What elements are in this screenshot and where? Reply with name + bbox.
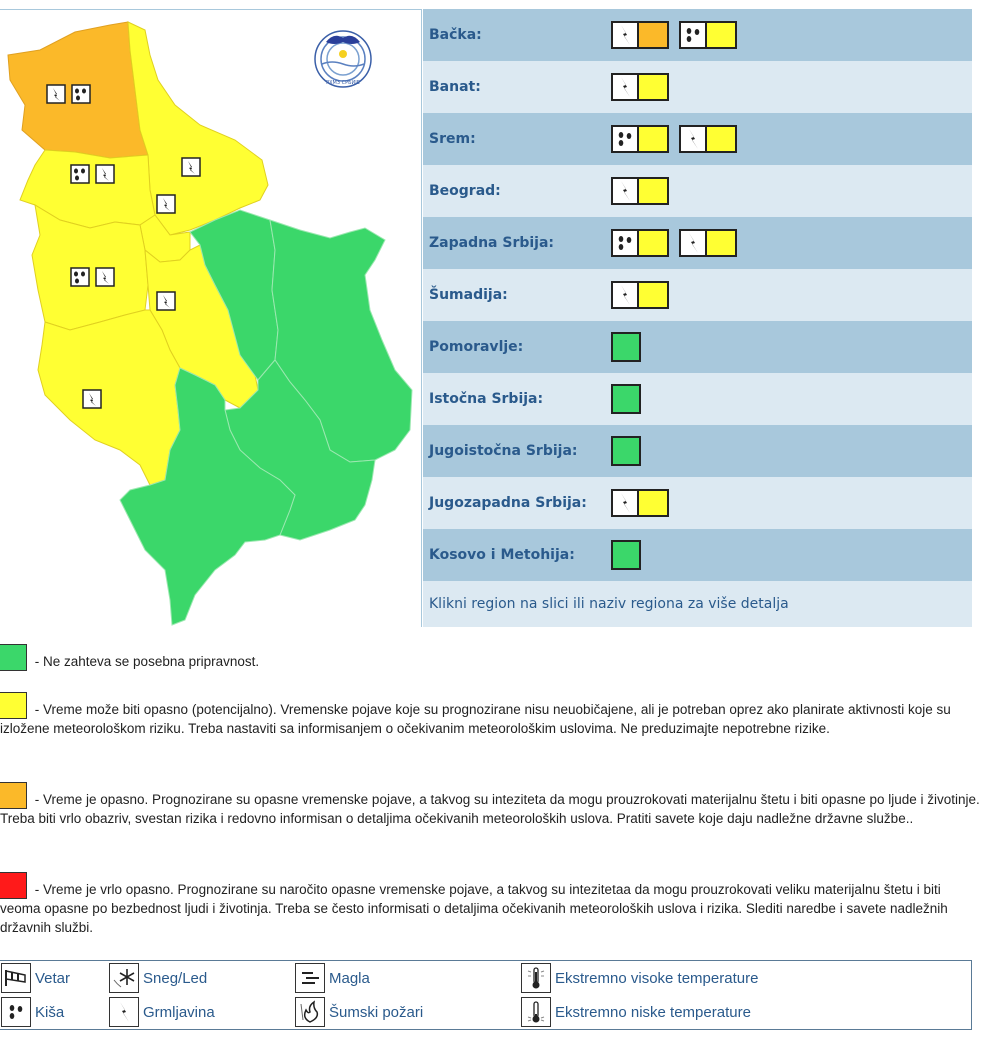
region-row-zapadna-srbija[interactable] bbox=[423, 217, 972, 269]
low-temperature-icon bbox=[521, 997, 551, 1027]
region-row-sumadija[interactable] bbox=[423, 269, 972, 321]
region-name[interactable]: Beograd: bbox=[429, 183, 501, 199]
legend-high-temperature bbox=[521, 963, 758, 993]
map-svg bbox=[0, 10, 420, 628]
region-list bbox=[423, 9, 972, 627]
map-marker-zapadna-lightning bbox=[96, 268, 114, 286]
legend-snow-ice bbox=[109, 963, 207, 993]
forest-fire-icon bbox=[295, 997, 325, 1027]
rhmz-logo bbox=[312, 28, 374, 90]
rain-icon bbox=[611, 125, 639, 153]
legend-label: Vetar bbox=[35, 969, 71, 987]
warning-level-yellow bbox=[707, 21, 737, 49]
map-marker-jugozapadna-lightning bbox=[83, 390, 101, 408]
legend-label: Ekstremno niske temperature bbox=[555, 1003, 751, 1021]
region-row-istocna-srbija[interactable] bbox=[423, 373, 972, 425]
level-green bbox=[0, 644, 259, 671]
region-row-srem[interactable] bbox=[423, 113, 972, 165]
warning-badge bbox=[611, 489, 669, 517]
wind-icon bbox=[1, 963, 31, 993]
region-name[interactable]: Srem: bbox=[429, 131, 476, 147]
warning-level-yellow bbox=[639, 73, 669, 101]
warning-badge bbox=[611, 73, 669, 101]
lightning-icon bbox=[611, 281, 639, 309]
warning-level-yellow bbox=[639, 229, 669, 257]
phenomenon-icon-legend bbox=[0, 960, 972, 1030]
region-row-backa[interactable] bbox=[423, 9, 972, 61]
region-row-jugozapadna-srbija[interactable] bbox=[423, 477, 972, 529]
warning-level-yellow bbox=[639, 281, 669, 309]
warning-level-yellow bbox=[707, 229, 737, 257]
click-hint: Klikni region na slici ili naziv regiona za više detalja bbox=[423, 581, 972, 627]
level-text: - Vreme može biti opasno (potencijalno). Vremenske pojave koje su prognozirane nisu neuobičajene, ali je potreban oprez ako planirate aktivnosti koje su izložene meteorološkom riziku. Treba nastaviti sa informisanjem o očekivanim meteorološkim uslovima. Ne preduzimajte nepotrebne rizike. bbox=[0, 702, 951, 736]
level-orange bbox=[0, 782, 980, 828]
rain-icon bbox=[611, 229, 639, 257]
legend-label: Grmljavina bbox=[143, 1003, 215, 1021]
region-row-banat[interactable] bbox=[423, 61, 972, 113]
legend-label: Šumski požari bbox=[329, 1003, 424, 1021]
lightning-icon bbox=[109, 997, 139, 1027]
warning-level-yellow bbox=[707, 125, 737, 153]
region-name[interactable]: Kosovo i Metohija: bbox=[429, 547, 575, 563]
region-row-beograd[interactable] bbox=[423, 165, 972, 217]
red-swatch bbox=[0, 872, 27, 899]
lightning-icon bbox=[611, 21, 639, 49]
warning-level-yellow bbox=[639, 177, 669, 205]
legend-forest-fire bbox=[295, 997, 423, 1027]
map-marker-zapadna-rain bbox=[71, 268, 89, 286]
region-name[interactable]: Istočna Srbija: bbox=[429, 391, 544, 407]
region-name[interactable]: Šumadija: bbox=[429, 287, 508, 303]
legend-label: Kiša bbox=[35, 1003, 65, 1021]
level-text: - Ne zahteva se posebna pripravnost. bbox=[31, 654, 260, 669]
region-name[interactable]: Pomoravlje: bbox=[429, 339, 524, 355]
map-region-jugozapadna-srbija[interactable] bbox=[38, 310, 180, 485]
legend-label: Sneg/Led bbox=[143, 969, 208, 987]
level-text: - Vreme je opasno. Prognozirane su opasne vremenske pojave, a takvog su inteziteta da mogu prouzrokovati materijalnu štetu i biti opasne po ljude i životinje. Treba biti vrlo obazriv, svestan rizika i redovno informisan o detaljima očekivanih meteoroloških uslova. Pratiti savete koje daju nadležne državne službe.. bbox=[0, 792, 980, 826]
warning-level-green bbox=[611, 540, 641, 570]
region-row-jugoistocna-srbija[interactable] bbox=[423, 425, 972, 477]
region-name[interactable]: Bačka: bbox=[429, 27, 482, 43]
lightning-icon bbox=[611, 73, 639, 101]
warning-badge bbox=[611, 281, 669, 309]
lightning-icon bbox=[611, 489, 639, 517]
map-marker-backa-lightning bbox=[47, 85, 65, 103]
warning-level-green bbox=[611, 384, 641, 414]
warning-badge bbox=[679, 125, 737, 153]
warning-level-green bbox=[611, 332, 641, 362]
snow-ice-icon bbox=[109, 963, 139, 993]
map-marker-srem-rain bbox=[71, 165, 89, 183]
yellow-swatch bbox=[0, 692, 27, 719]
serbia-warning-map bbox=[0, 9, 422, 627]
rain-icon bbox=[1, 997, 31, 1027]
warning-badge bbox=[611, 125, 669, 153]
map-marker-banat-lightning bbox=[182, 158, 200, 176]
lightning-icon bbox=[611, 177, 639, 205]
map-marker-beograd-lightning bbox=[157, 195, 175, 213]
region-row-pomoravlje[interactable] bbox=[423, 321, 972, 373]
warning-level-green bbox=[611, 436, 641, 466]
green-swatch bbox=[0, 644, 27, 671]
legend-wind bbox=[1, 963, 70, 993]
region-name[interactable]: Zapadna Srbija: bbox=[429, 235, 555, 251]
legend-thunderstorm bbox=[109, 997, 215, 1027]
high-temperature-icon bbox=[521, 963, 551, 993]
region-name[interactable]: Jugozapadna Srbija: bbox=[429, 495, 587, 511]
warning-level-orange bbox=[639, 21, 669, 49]
warning-level-yellow bbox=[639, 125, 669, 153]
region-name[interactable]: Banat: bbox=[429, 79, 481, 95]
map-marker-sumadija-lightning bbox=[157, 292, 175, 310]
level-red bbox=[0, 872, 980, 937]
warning-badge bbox=[679, 229, 737, 257]
region-name[interactable]: Jugoistočna Srbija: bbox=[429, 443, 578, 459]
legend-label: Magla bbox=[329, 969, 370, 987]
lightning-icon bbox=[679, 125, 707, 153]
warning-badge bbox=[679, 21, 737, 49]
region-row-kosovo-i-metohija[interactable] bbox=[423, 529, 972, 581]
lightning-icon bbox=[679, 229, 707, 257]
warning-overview bbox=[0, 9, 972, 627]
legend-rain bbox=[1, 997, 64, 1027]
warning-badge bbox=[611, 21, 669, 49]
orange-swatch bbox=[0, 782, 27, 809]
fog-icon bbox=[295, 963, 325, 993]
legend-low-temperature bbox=[521, 997, 751, 1027]
warning-level-yellow bbox=[639, 489, 669, 517]
warning-badge bbox=[611, 229, 669, 257]
warning-badge bbox=[611, 177, 669, 205]
map-marker-backa-rain bbox=[72, 85, 90, 103]
svg-text:РХМЗ СРБИЈЕ: РХМЗ СРБИЈЕ bbox=[326, 80, 360, 86]
legend-label: Ekstremno visoke temperature bbox=[555, 969, 759, 987]
map-marker-srem-lightning bbox=[96, 165, 114, 183]
rain-icon bbox=[679, 21, 707, 49]
level-text: - Vreme je vrlo opasno. Prognozirane su naročito opasne vremenske pojave, a takvog su intezitetaa da mogu prouzrokovati veliku materijalnu štetu i biti veoma opasne po bezbednost ljudi i životinja. Treba se često informisati o detaljima očekivanih meteoroloških uslova i rizika. Slediti naredbe i savete nadležnih državnih službi. bbox=[0, 882, 948, 935]
level-yellow bbox=[0, 692, 980, 738]
legend-fog bbox=[295, 963, 370, 993]
